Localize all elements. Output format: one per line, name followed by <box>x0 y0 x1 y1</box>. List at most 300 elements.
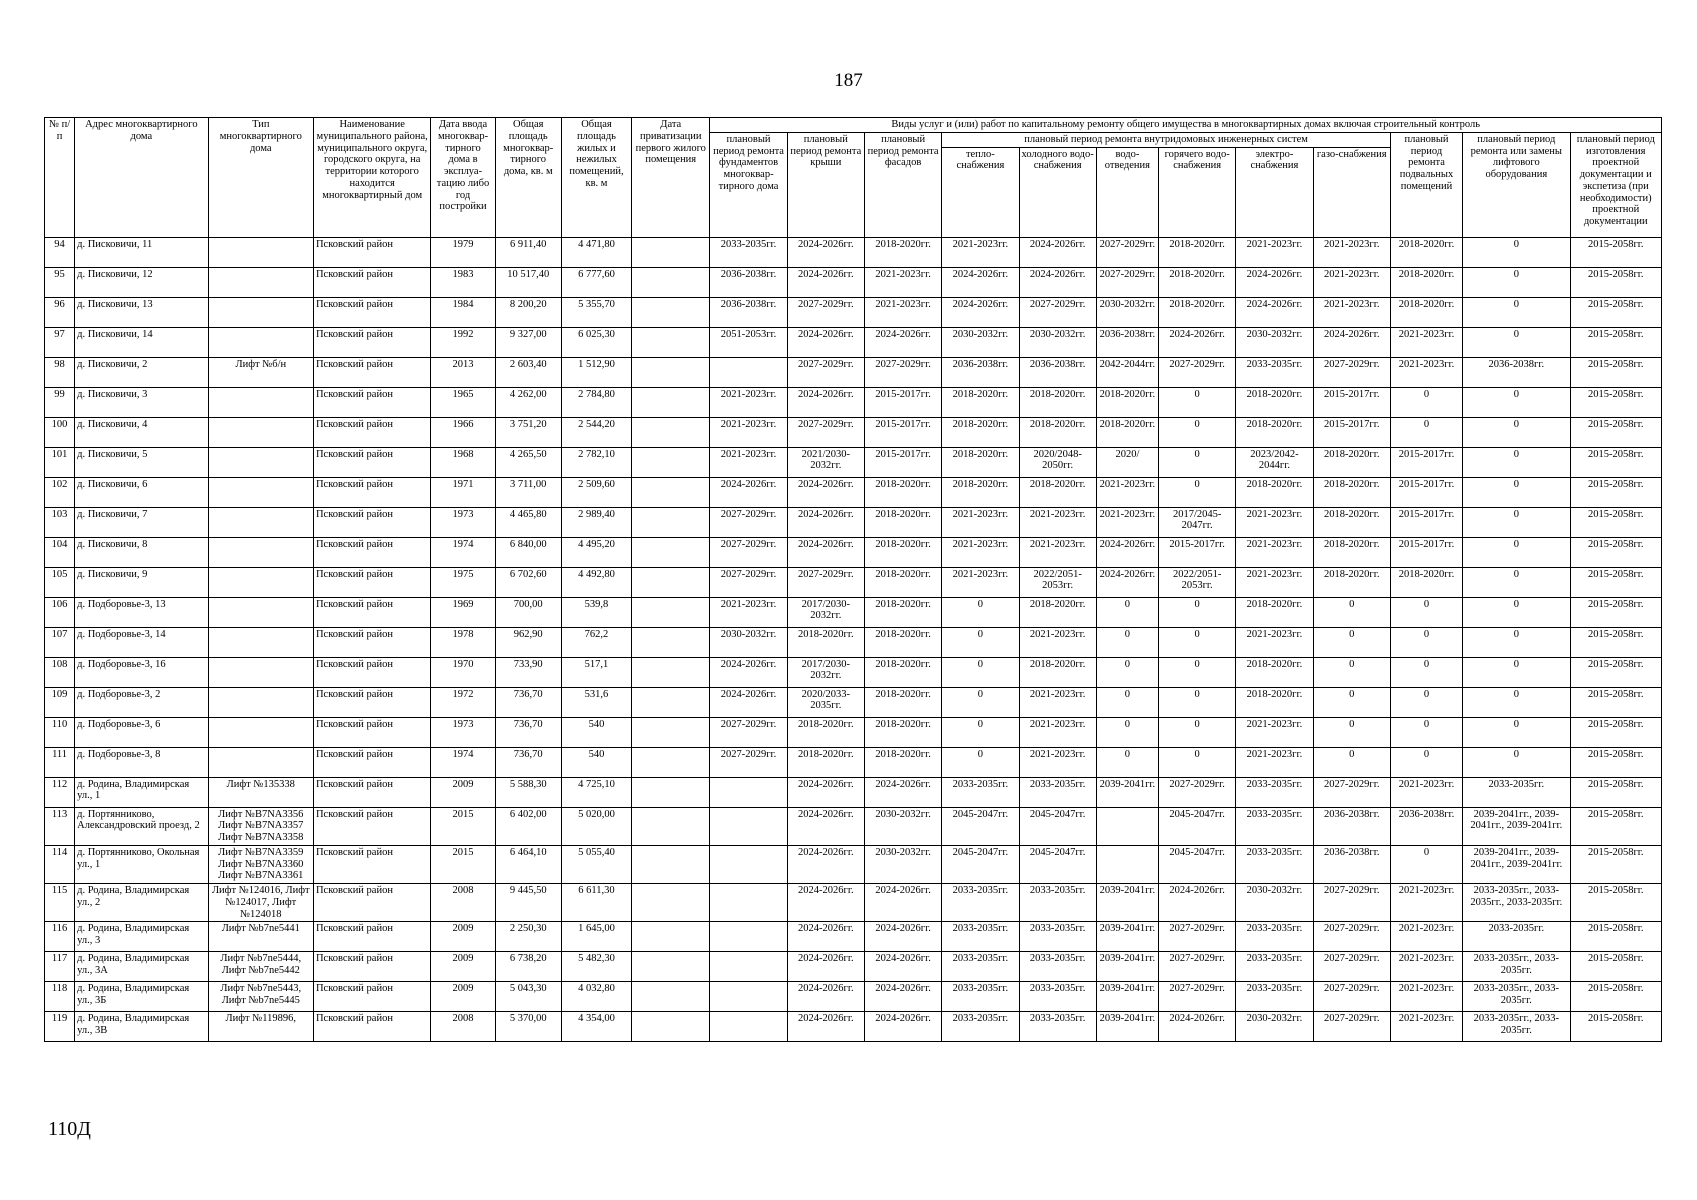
cell-sewer-period: 0 <box>1096 597 1158 627</box>
cell-cold-water-period: 2018-2020гг. <box>1019 597 1096 627</box>
cell-row-number: 111 <box>45 747 75 777</box>
cell-heat-period: 2033-2035гг. <box>942 777 1019 807</box>
cell-privatization-date <box>632 922 710 952</box>
cell-total-area: 2 250,30 <box>495 922 561 952</box>
cell-electric-period: 2033-2035гг. <box>1236 845 1313 883</box>
cell-facade-period: 2018-2020гг. <box>864 237 941 267</box>
cell-facade-period: 2021-2023гг. <box>864 297 941 327</box>
cell-gas-period: 2027-2029гг. <box>1313 1012 1390 1042</box>
cell-cold-water-period: 2018-2020гг. <box>1019 657 1096 687</box>
cell-privatization-date <box>632 567 710 597</box>
cell-elevator-period: 0 <box>1463 477 1570 507</box>
cell-district: Псковский район <box>313 327 430 357</box>
table-row <box>45 922 1662 952</box>
cell-gas-period: 2021-2023гг. <box>1313 237 1390 267</box>
cell-total-area: 6 738,20 <box>495 952 561 982</box>
cell-facade-period: 2015-2017гг. <box>864 417 941 447</box>
cell-roof-period: 2024-2026гг. <box>787 507 864 537</box>
cell-living-area: 5 355,70 <box>561 297 631 327</box>
cell-foundation-period: 2051-2053гг. <box>710 327 787 357</box>
cell-electric-period: 2030-2032гг. <box>1236 327 1313 357</box>
cell-living-area: 762,2 <box>561 627 631 657</box>
cell-row-number: 106 <box>45 597 75 627</box>
cell-hot-water-period: 2027-2029гг. <box>1159 982 1236 1012</box>
cell-basement-period: 2021-2023гг. <box>1390 357 1462 387</box>
table-row <box>45 627 1662 657</box>
cell-facade-period: 2018-2020гг. <box>864 687 941 717</box>
cell-cold-water-period: 2036-2038гг. <box>1019 357 1096 387</box>
cell-living-area: 2 782,10 <box>561 447 631 477</box>
cell-elevator-period: 0 <box>1463 597 1570 627</box>
cell-roof-period: 2021/2030-2032гг. <box>787 447 864 477</box>
cell-total-area: 3 751,20 <box>495 417 561 447</box>
cell-design-period: 2015-2058гг. <box>1570 982 1661 1012</box>
cell-foundation-period <box>710 357 787 387</box>
page-number: 187 <box>834 70 863 91</box>
cell-district: Псковский район <box>313 357 430 387</box>
cell-cold-water-period: 2024-2026гг. <box>1019 237 1096 267</box>
cell-hot-water-period: 0 <box>1159 477 1236 507</box>
cell-sewer-period: 2027-2029гг. <box>1096 237 1158 267</box>
cell-house-type: Лифт №119896, <box>208 1012 313 1042</box>
cell-cold-water-period: 2021-2023гг. <box>1019 687 1096 717</box>
header-foundation: плановый период ремонта фундаментов многоквар-тирного дома <box>710 132 787 237</box>
cell-heat-period: 2036-2038гг. <box>942 357 1019 387</box>
cell-gas-period: 0 <box>1313 747 1390 777</box>
cell-design-period: 2015-2058гг. <box>1570 657 1661 687</box>
table-row <box>45 387 1662 417</box>
cell-foundation-period <box>710 884 787 922</box>
cell-elevator-period: 2033-2035гг. <box>1463 922 1570 952</box>
header-sewer: водо-отведения <box>1096 147 1158 237</box>
cell-row-number: 100 <box>45 417 75 447</box>
cell-sewer-period: 2042-2044гг. <box>1096 357 1158 387</box>
cell-electric-period: 2033-2035гг. <box>1236 952 1313 982</box>
cell-total-area: 10 517,40 <box>495 267 561 297</box>
cell-basement-period: 2018-2020гг. <box>1390 567 1462 597</box>
header-type: Тип многоквартирного дома <box>208 118 313 238</box>
table-row <box>45 717 1662 747</box>
cell-electric-period: 2033-2035гг. <box>1236 357 1313 387</box>
cell-commission-year: 1979 <box>431 237 495 267</box>
cell-basement-period: 0 <box>1390 627 1462 657</box>
header-commission-date: Дата ввода многоквар-тирного дома в эксплуа-тацию либо год постройки <box>431 118 495 238</box>
header-works-group: Виды услуг и (или) работ по капитальному ремонту общего имущества в многоквартирных домах включая строительный контроль <box>710 118 1662 133</box>
cell-electric-period: 2024-2026гг. <box>1236 297 1313 327</box>
cell-basement-period: 0 <box>1390 717 1462 747</box>
cell-gas-period: 2018-2020гг. <box>1313 477 1390 507</box>
cell-house-type: Лифт №124016, Лифт №124017, Лифт №124018 <box>208 884 313 922</box>
cell-living-area: 4 471,80 <box>561 237 631 267</box>
cell-sewer-period <box>1096 845 1158 883</box>
cell-living-area: 2 544,20 <box>561 417 631 447</box>
cell-basement-period: 2015-2017гг. <box>1390 507 1462 537</box>
cell-row-number: 113 <box>45 807 75 845</box>
cell-row-number: 115 <box>45 884 75 922</box>
cell-facade-period: 2024-2026гг. <box>864 952 941 982</box>
cell-living-area: 2 509,60 <box>561 477 631 507</box>
cell-total-area: 6 402,00 <box>495 807 561 845</box>
cell-facade-period: 2018-2020гг. <box>864 627 941 657</box>
cell-cold-water-period: 2018-2020гг. <box>1019 417 1096 447</box>
cell-living-area: 2 784,80 <box>561 387 631 417</box>
cell-house-type <box>208 237 313 267</box>
cell-facade-period: 2018-2020гг. <box>864 597 941 627</box>
cell-hot-water-period: 2045-2047гг. <box>1159 807 1236 845</box>
cell-row-number: 107 <box>45 627 75 657</box>
cell-basement-period: 0 <box>1390 687 1462 717</box>
cell-commission-year: 1968 <box>431 447 495 477</box>
cell-gas-period: 2015-2017гг. <box>1313 417 1390 447</box>
cell-privatization-date <box>632 357 710 387</box>
cell-district: Псковский район <box>313 922 430 952</box>
cell-address: д. Писковичи, 13 <box>75 297 208 327</box>
cell-gas-period: 2027-2029гг. <box>1313 982 1390 1012</box>
cell-commission-year: 2009 <box>431 952 495 982</box>
cell-design-period: 2015-2058гг. <box>1570 327 1661 357</box>
cell-gas-period: 2018-2020гг. <box>1313 537 1390 567</box>
footer-code: 110Д <box>48 1118 91 1140</box>
cell-elevator-period: 0 <box>1463 387 1570 417</box>
cell-sewer-period: 2030-2032гг. <box>1096 297 1158 327</box>
cell-roof-period: 2024-2026гг. <box>787 267 864 297</box>
cell-house-type: Лифт №135338 <box>208 777 313 807</box>
cell-hot-water-period: 2024-2026гг. <box>1159 327 1236 357</box>
cell-facade-period: 2024-2026гг. <box>864 1012 941 1042</box>
cell-cold-water-period: 2021-2023гг. <box>1019 507 1096 537</box>
cell-sewer-period: 0 <box>1096 657 1158 687</box>
cell-heat-period: 2018-2020гг. <box>942 477 1019 507</box>
cell-roof-period: 2024-2026гг. <box>787 952 864 982</box>
cell-roof-period: 2018-2020гг. <box>787 717 864 747</box>
cell-sewer-period: 2039-2041гг. <box>1096 884 1158 922</box>
cell-sewer-period: 2039-2041гг. <box>1096 922 1158 952</box>
cell-gas-period: 2024-2026гг. <box>1313 327 1390 357</box>
cell-address: д. Писковичи, 14 <box>75 327 208 357</box>
cell-heat-period: 0 <box>942 717 1019 747</box>
cell-heat-period: 2024-2026гг. <box>942 267 1019 297</box>
cell-district: Псковский район <box>313 884 430 922</box>
cell-commission-year: 2009 <box>431 922 495 952</box>
cell-design-period: 2015-2058гг. <box>1570 687 1661 717</box>
cell-basement-period: 2021-2023гг. <box>1390 327 1462 357</box>
cell-electric-period: 2021-2023гг. <box>1236 537 1313 567</box>
cell-electric-period: 2021-2023гг. <box>1236 567 1313 597</box>
cell-privatization-date <box>632 447 710 477</box>
cell-living-area: 6 611,30 <box>561 884 631 922</box>
cell-district: Псковский район <box>313 657 430 687</box>
cell-row-number: 112 <box>45 777 75 807</box>
cell-basement-period: 2021-2023гг. <box>1390 884 1462 922</box>
cell-privatization-date <box>632 237 710 267</box>
cell-roof-period: 2024-2026гг. <box>787 237 864 267</box>
cell-house-type: Лифт №b7ne5443, Лифт №b7ne5445 <box>208 982 313 1012</box>
cell-heat-period: 2021-2023гг. <box>942 567 1019 597</box>
cell-electric-period: 2030-2032гг. <box>1236 1012 1313 1042</box>
cell-house-type <box>208 687 313 717</box>
cell-roof-period: 2024-2026гг. <box>787 1012 864 1042</box>
cell-foundation-period <box>710 1012 787 1042</box>
cell-address: д. Родина, Владимирская ул., 3В <box>75 1012 208 1042</box>
cell-commission-year: 1974 <box>431 537 495 567</box>
cell-facade-period: 2024-2026гг. <box>864 922 941 952</box>
cell-row-number: 118 <box>45 982 75 1012</box>
cell-gas-period: 0 <box>1313 657 1390 687</box>
capital-repair-table <box>44 117 1662 1042</box>
table-row <box>45 1012 1662 1042</box>
cell-gas-period: 2021-2023гг. <box>1313 267 1390 297</box>
cell-electric-period: 2021-2023гг. <box>1236 507 1313 537</box>
cell-commission-year: 2015 <box>431 807 495 845</box>
cell-total-area: 700,00 <box>495 597 561 627</box>
table-row <box>45 567 1662 597</box>
cell-row-number: 110 <box>45 717 75 747</box>
cell-cold-water-period: 2021-2023гг. <box>1019 747 1096 777</box>
cell-total-area: 736,70 <box>495 687 561 717</box>
cell-gas-period: 2021-2023гг. <box>1313 297 1390 327</box>
cell-living-area: 6 025,30 <box>561 327 631 357</box>
cell-heat-period: 2018-2020гг. <box>942 417 1019 447</box>
header-design: плановый период изготовления проектной документации и экспетиза (при необходимости) проектной документации <box>1570 132 1661 237</box>
cell-living-area: 1 645,00 <box>561 922 631 952</box>
cell-cold-water-period: 2021-2023гг. <box>1019 627 1096 657</box>
cell-address: д. Портянниково, Александровский проезд, 2 <box>75 807 208 845</box>
header-gas: газо-снабжения <box>1313 147 1390 237</box>
cell-sewer-period: 2021-2023гг. <box>1096 507 1158 537</box>
cell-elevator-period: 2033-2035гг., 2033-2035гг. <box>1463 1012 1570 1042</box>
cell-hot-water-period: 0 <box>1159 717 1236 747</box>
cell-roof-period: 2024-2026гг. <box>787 884 864 922</box>
cell-design-period: 2015-2058гг. <box>1570 717 1661 747</box>
cell-design-period: 2015-2058гг. <box>1570 387 1661 417</box>
cell-design-period: 2015-2058гг. <box>1570 1012 1661 1042</box>
cell-gas-period: 2027-2029гг. <box>1313 884 1390 922</box>
cell-gas-period: 2036-2038гг. <box>1313 807 1390 845</box>
cell-heat-period: 2045-2047гг. <box>942 807 1019 845</box>
cell-cold-water-period: 2033-2035гг. <box>1019 1012 1096 1042</box>
cell-heat-period: 2021-2023гг. <box>942 507 1019 537</box>
cell-district: Псковский район <box>313 627 430 657</box>
cell-total-area: 4 265,50 <box>495 447 561 477</box>
cell-privatization-date <box>632 884 710 922</box>
cell-privatization-date <box>632 267 710 297</box>
cell-basement-period: 2021-2023гг. <box>1390 777 1462 807</box>
cell-sewer-period: 2039-2041гг. <box>1096 1012 1158 1042</box>
cell-foundation-period: 2027-2029гг. <box>710 537 787 567</box>
cell-gas-period: 0 <box>1313 687 1390 717</box>
cell-cold-water-period: 2045-2047гг. <box>1019 807 1096 845</box>
cell-row-number: 103 <box>45 507 75 537</box>
cell-roof-period: 2027-2029гг. <box>787 417 864 447</box>
cell-house-type <box>208 387 313 417</box>
cell-total-area: 6 702,60 <box>495 567 561 597</box>
cell-house-type <box>208 627 313 657</box>
cell-total-area: 9 445,50 <box>495 884 561 922</box>
cell-basement-period: 0 <box>1390 845 1462 883</box>
table-row <box>45 884 1662 922</box>
cell-design-period: 2015-2058гг. <box>1570 627 1661 657</box>
cell-commission-year: 1992 <box>431 327 495 357</box>
cell-row-number: 99 <box>45 387 75 417</box>
cell-gas-period: 2015-2017гг. <box>1313 387 1390 417</box>
cell-address: д. Подборовье-3, 14 <box>75 627 208 657</box>
cell-privatization-date <box>632 982 710 1012</box>
cell-row-number: 114 <box>45 845 75 883</box>
cell-heat-period: 2033-2035гг. <box>942 884 1019 922</box>
cell-district: Псковский район <box>313 747 430 777</box>
cell-hot-water-period: 0 <box>1159 597 1236 627</box>
cell-living-area: 5 020,00 <box>561 807 631 845</box>
table-row <box>45 327 1662 357</box>
cell-living-area: 4 725,10 <box>561 777 631 807</box>
cell-row-number: 96 <box>45 297 75 327</box>
cell-foundation-period: 2030-2032гг. <box>710 627 787 657</box>
cell-basement-period: 2018-2020гг. <box>1390 267 1462 297</box>
cell-heat-period: 2033-2035гг. <box>942 922 1019 952</box>
cell-commission-year: 1972 <box>431 687 495 717</box>
cell-hot-water-period: 0 <box>1159 417 1236 447</box>
cell-gas-period: 2027-2029гг. <box>1313 357 1390 387</box>
cell-foundation-period <box>710 777 787 807</box>
cell-cold-water-period: 2020/2048-2050гг. <box>1019 447 1096 477</box>
cell-commission-year: 1974 <box>431 747 495 777</box>
cell-address: д. Подборовье-3, 13 <box>75 597 208 627</box>
cell-sewer-period: 2018-2020гг. <box>1096 387 1158 417</box>
cell-cold-water-period: 2018-2020гг. <box>1019 477 1096 507</box>
cell-address: д. Писковичи, 2 <box>75 357 208 387</box>
cell-commission-year: 2008 <box>431 884 495 922</box>
cell-elevator-period: 0 <box>1463 447 1570 477</box>
cell-facade-period: 2015-2017гг. <box>864 387 941 417</box>
cell-cold-water-period: 2033-2035гг. <box>1019 952 1096 982</box>
cell-cold-water-period: 2024-2026гг. <box>1019 267 1096 297</box>
cell-privatization-date <box>632 845 710 883</box>
cell-cold-water-period: 2045-2047гг. <box>1019 845 1096 883</box>
cell-electric-period: 2021-2023гг. <box>1236 717 1313 747</box>
cell-foundation-period: 2027-2029гг. <box>710 747 787 777</box>
cell-elevator-period: 0 <box>1463 417 1570 447</box>
cell-basement-period: 2021-2023гг. <box>1390 982 1462 1012</box>
cell-living-area: 5 482,30 <box>561 952 631 982</box>
cell-elevator-period: 2039-2041гг., 2039-2041гг., 2039-2041гг. <box>1463 807 1570 845</box>
cell-hot-water-period: 2024-2026гг. <box>1159 1012 1236 1042</box>
cell-sewer-period: 0 <box>1096 627 1158 657</box>
cell-heat-period: 2021-2023гг. <box>942 537 1019 567</box>
header-num: № п/п <box>45 118 75 238</box>
cell-design-period: 2015-2058гг. <box>1570 884 1661 922</box>
cell-foundation-period: 2036-2038гг. <box>710 297 787 327</box>
cell-gas-period: 2018-2020гг. <box>1313 447 1390 477</box>
cell-privatization-date <box>632 387 710 417</box>
cell-elevator-period: 2033-2035гг., 2033-2035гг. <box>1463 982 1570 1012</box>
cell-sewer-period: 0 <box>1096 717 1158 747</box>
cell-heat-period: 2045-2047гг. <box>942 845 1019 883</box>
cell-house-type <box>208 747 313 777</box>
cell-privatization-date <box>632 627 710 657</box>
cell-sewer-period: 2036-2038гг. <box>1096 327 1158 357</box>
cell-roof-period: 2020/2033-2035гг. <box>787 687 864 717</box>
cell-hot-water-period: 2027-2029гг. <box>1159 777 1236 807</box>
header-district: Наименование муниципального района, муниципального округа, городского округа, на территории которого находится многоквартирный дом <box>313 118 430 238</box>
cell-house-type <box>208 417 313 447</box>
cell-hot-water-period: 0 <box>1159 627 1236 657</box>
cell-address: д. Писковичи, 6 <box>75 477 208 507</box>
table-row <box>45 747 1662 777</box>
cell-commission-year: 2009 <box>431 777 495 807</box>
cell-foundation-period: 2036-2038гг. <box>710 267 787 297</box>
cell-total-area: 8 200,20 <box>495 297 561 327</box>
cell-privatization-date <box>632 507 710 537</box>
cell-address: д. Подборовье-3, 16 <box>75 657 208 687</box>
cell-foundation-period <box>710 845 787 883</box>
cell-privatization-date <box>632 327 710 357</box>
cell-design-period: 2015-2058гг. <box>1570 237 1661 267</box>
cell-commission-year: 1984 <box>431 297 495 327</box>
cell-heat-period: 0 <box>942 747 1019 777</box>
cell-house-type <box>208 327 313 357</box>
cell-roof-period: 2027-2029гг. <box>787 357 864 387</box>
cell-hot-water-period: 2027-2029гг. <box>1159 952 1236 982</box>
cell-electric-period: 2021-2023гг. <box>1236 747 1313 777</box>
cell-district: Псковский район <box>313 597 430 627</box>
cell-facade-period: 2021-2023гг. <box>864 267 941 297</box>
cell-living-area: 517,1 <box>561 657 631 687</box>
cell-roof-period: 2018-2020гг. <box>787 747 864 777</box>
cell-total-area: 6 840,00 <box>495 537 561 567</box>
cell-heat-period: 2033-2035гг. <box>942 952 1019 982</box>
cell-privatization-date <box>632 1012 710 1042</box>
cell-heat-period: 2018-2020гг. <box>942 387 1019 417</box>
cell-privatization-date <box>632 717 710 747</box>
cell-commission-year: 2015 <box>431 845 495 883</box>
table-row <box>45 807 1662 845</box>
cell-address: д. Писковичи, 8 <box>75 537 208 567</box>
cell-sewer-period: 0 <box>1096 747 1158 777</box>
cell-design-period: 2015-2058гг. <box>1570 537 1661 567</box>
cell-address: д. Портянниково, Окольная ул., 1 <box>75 845 208 883</box>
cell-address: д. Родина, Владимирская ул., 1 <box>75 777 208 807</box>
cell-total-area: 9 327,00 <box>495 327 561 357</box>
cell-cold-water-period: 2033-2035гг. <box>1019 922 1096 952</box>
cell-row-number: 119 <box>45 1012 75 1042</box>
cell-elevator-period: 0 <box>1463 627 1570 657</box>
cell-foundation-period: 2024-2026гг. <box>710 477 787 507</box>
cell-house-type: Лифт №б/н <box>208 357 313 387</box>
cell-cold-water-period: 2033-2035гг. <box>1019 982 1096 1012</box>
cell-design-period: 2015-2058гг. <box>1570 477 1661 507</box>
cell-district: Псковский район <box>313 387 430 417</box>
cell-electric-period: 2024-2026гг. <box>1236 267 1313 297</box>
cell-privatization-date <box>632 537 710 567</box>
cell-house-type: Лифт №B7NA3356 Лифт №B7NA3357 Лифт №B7NA3358 <box>208 807 313 845</box>
cell-gas-period: 0 <box>1313 627 1390 657</box>
table-header <box>45 118 1662 238</box>
cell-design-period: 2015-2058гг. <box>1570 357 1661 387</box>
cell-living-area: 539,8 <box>561 597 631 627</box>
cell-house-type: Лифт №B7NA3359 Лифт №B7NA3360 Лифт №B7NA3361 <box>208 845 313 883</box>
cell-hot-water-period: 2024-2026гг. <box>1159 884 1236 922</box>
header-privatization-date: Дата приватизации первого жилого помещения <box>632 118 710 238</box>
cell-basement-period: 2021-2023гг. <box>1390 1012 1462 1042</box>
cell-house-type <box>208 477 313 507</box>
cell-total-area: 6 911,40 <box>495 237 561 267</box>
cell-address: д. Родина, Владимирская ул., 3А <box>75 952 208 982</box>
header-address: Адрес многоквартирного дома <box>75 118 208 238</box>
cell-facade-period: 2024-2026гг. <box>864 327 941 357</box>
cell-hot-water-period: 2017/2045-2047гг. <box>1159 507 1236 537</box>
cell-design-period: 2015-2058гг. <box>1570 447 1661 477</box>
cell-commission-year: 1969 <box>431 597 495 627</box>
